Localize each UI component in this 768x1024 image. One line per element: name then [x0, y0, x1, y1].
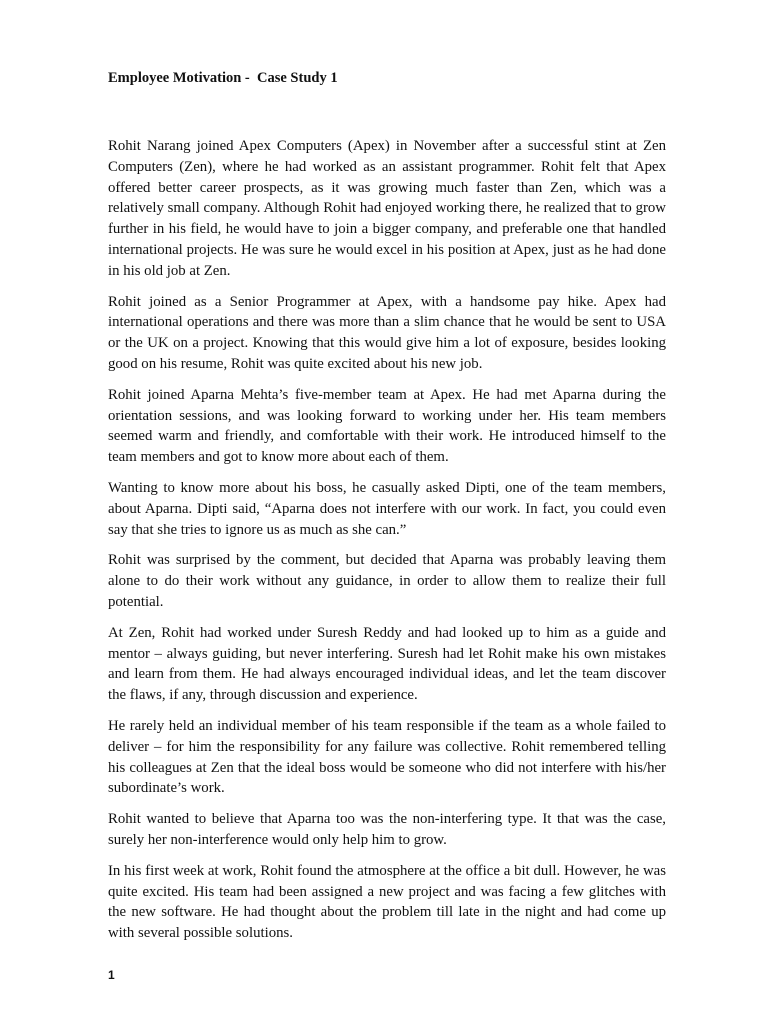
paragraph-7: He rarely held an individual member of his team responsible if the team as a whole failed to deliver – for him the responsibility for any failure was collective. Rohit remembered telling his colleagues at Zen that the ideal boss would be someone who did not interfere with his/her subordinate’s work. [108, 717, 666, 797]
paragraph-5: Rohit was surprised by the comment, but decided that Aparna was probably leaving them alone to do their work without any guidance, in order to allow them to realize their full potential. [108, 552, 666, 610]
paragraph-4: Wanting to know more about his boss, he casually asked Dipti, one of the team members, about Aparna. Dipti said, “Aparna does not interfere with our work. In fact, you could even say that she tries to ignore us as much as she can.” [108, 479, 666, 538]
document-body [108, 136, 666, 954]
page-number: 1 [108, 968, 115, 982]
paragraph-9: In his first week at work, Rohit found the atmosphere at the office a bit dull. However, he was quite excited. His team had been assigned a new project and was facing a few glitches with the new software. He had thought about the problem till late in the night and had come up with several possible solutions. [108, 862, 666, 942]
paragraph-6: At Zen, Rohit had worked under Suresh Reddy and had looked up to him as a guide and mentor – always guiding, but never interfering. Suresh had let Rohit make his own mistakes and learn from them. He had always encouraged individual ideas, and let the team discover the flaws, if any, through discussion and experience. [108, 624, 666, 704]
paragraph-3: Rohit joined Aparna Mehta’s five-member team at Apex. He had met Aparna during the orientation sessions, and was looking forward to working under her. His team members seemed warm and friendly, and comfortable with their work. He introduced himself to the team members and got to know more about each of them. [108, 386, 666, 466]
paragraph-2: Rohit joined as a Senior Programmer at Apex, with a handsome pay hike. Apex had international operations and there was more than a slim chance that he would be sent to USA or the UK on a project. Knowing that this would give him a lot of exposure, besides looking good on his resume, Rohit was quite excited about his new job. [108, 293, 666, 372]
paragraph-1: Rohit Narang joined Apex Computers (Apex) in November after a successful stint at Zen Computers (Zen), where he had worked as an assistant programmer. Rohit felt that Apex offered better career prospects, as it was growing much faster than Zen, which was a relatively small company. Although Rohit had enjoyed working there, he realized that to grow further in his field, he would have to join a bigger company, and preferable one that handled international projects. He was sure he would excel in his position at Apex, just as he had done in his old job at Zen. [108, 138, 666, 279]
document-title: Employee Motivation - Case Study 1 [108, 70, 338, 86]
paragraph-8: Rohit wanted to believe that Aparna too was the non-interfering type. It that was the case, surely her non-interference would only help him to grow. [108, 811, 666, 848]
